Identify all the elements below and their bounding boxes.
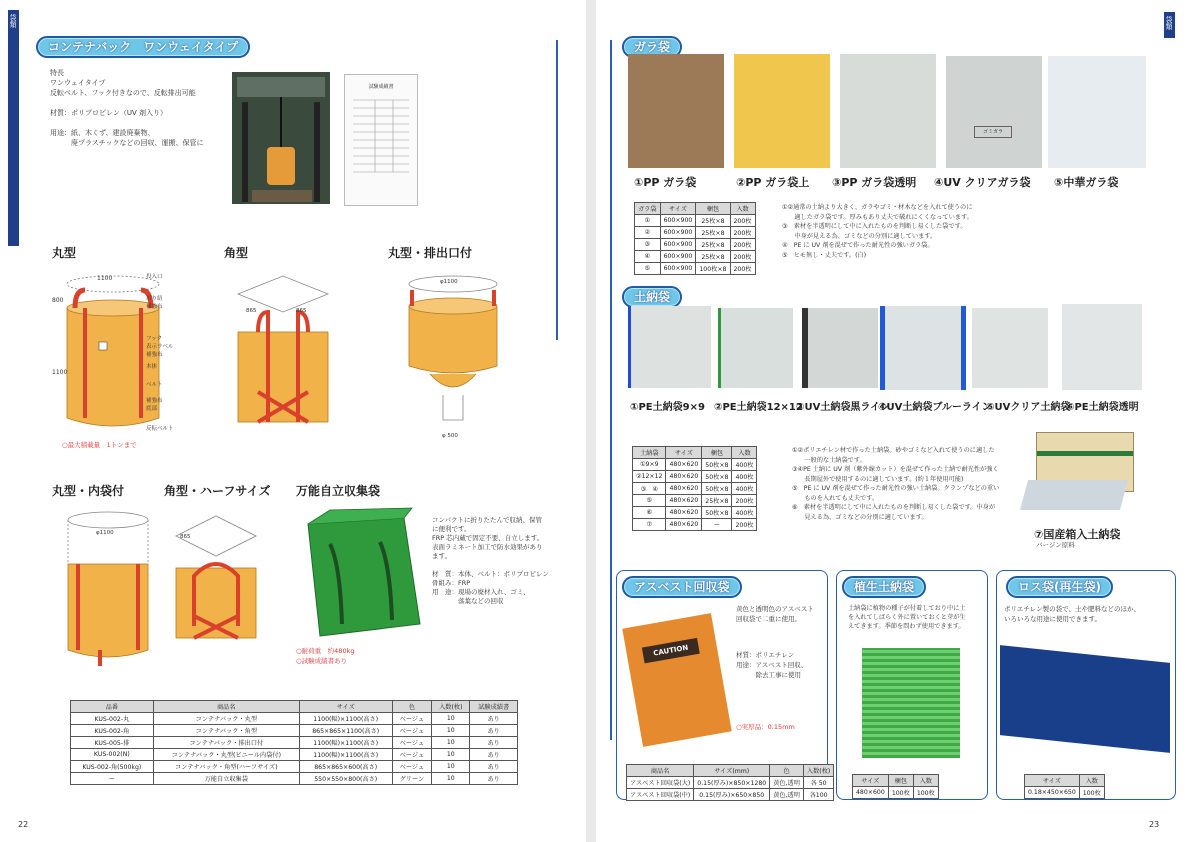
table-cell: 100枚 bbox=[888, 787, 913, 799]
table-cell: 10 bbox=[432, 725, 470, 737]
table-cell: 100枚 bbox=[913, 787, 938, 799]
table-row bbox=[635, 227, 756, 239]
table-cell: 0.15(厚み)×650×850 bbox=[694, 789, 770, 801]
table-cell: 10 bbox=[432, 713, 470, 725]
table-row bbox=[635, 263, 756, 275]
table-cell: ② bbox=[635, 227, 661, 239]
table-header-cell: サイズ bbox=[666, 447, 702, 459]
table-cell: 480×620 bbox=[666, 495, 702, 507]
side-tab: 袋類 bbox=[8, 10, 19, 246]
square-bag-diagram bbox=[228, 272, 338, 437]
part-sling: 吊り紐 bbox=[146, 296, 163, 302]
table-header-cell: 土納袋 bbox=[633, 447, 666, 459]
table-cell: 600×900 bbox=[660, 239, 696, 251]
donou-table bbox=[632, 446, 757, 531]
donou-caption-6: ⑥PE土納袋透明 bbox=[1066, 402, 1139, 413]
table-cell: グリーン bbox=[392, 773, 432, 785]
table-cell: KUS-002(N) bbox=[71, 749, 154, 761]
certificate-lines bbox=[345, 90, 417, 200]
table-cell: 865×865×600(高さ) bbox=[299, 761, 392, 773]
divider-line bbox=[556, 40, 558, 340]
gara-bag-5 bbox=[1048, 56, 1146, 168]
table-header-cell: サイズ bbox=[853, 775, 889, 787]
donou-bag-6 bbox=[1062, 304, 1142, 390]
round-bag-diagram bbox=[55, 268, 205, 438]
table-cell: ベージュ bbox=[392, 737, 432, 749]
table-cell: 50枚×8 bbox=[702, 459, 732, 471]
table-cell: 480×600 bbox=[853, 787, 889, 799]
gara-logo: ゴミガラ bbox=[974, 126, 1012, 138]
table-cell: 10 bbox=[432, 773, 470, 785]
green-selfstand-bag bbox=[300, 504, 428, 644]
donou-bag-1 bbox=[628, 306, 711, 388]
part-reverse-belt: 反転ベルト bbox=[146, 426, 174, 432]
gara-caption-3: ③PP ガラ袋透明 bbox=[832, 176, 917, 189]
page-number: 22 bbox=[18, 820, 29, 829]
table-cell: ④ bbox=[635, 251, 661, 263]
part-reinforce-3: 補強布 bbox=[146, 398, 163, 404]
asbestos-table bbox=[626, 764, 834, 801]
side-tab: 袋類 bbox=[1164, 12, 1175, 38]
table-header-cell: 商品名 bbox=[627, 765, 694, 777]
table-cell: 400枚 bbox=[732, 471, 757, 483]
donou-caption-7: ⑦国産箱入土納袋 bbox=[1034, 528, 1121, 541]
table-cell: ベージュ bbox=[392, 761, 432, 773]
table-cell: ⑦ bbox=[633, 519, 666, 531]
table-header-cell: 試験成績書 bbox=[470, 701, 518, 713]
gara-caption-5: ⑤中華ガラ袋 bbox=[1054, 176, 1119, 189]
donou-bag-3 bbox=[802, 308, 878, 388]
table-row bbox=[635, 239, 756, 251]
table-cell: 480×620 bbox=[666, 471, 702, 483]
max-load-note: ○最大積載量 1トンまで bbox=[62, 441, 137, 449]
donou-caption-3: ③UV土納袋黒ライン bbox=[796, 402, 891, 413]
part-body: 本体 bbox=[146, 364, 158, 370]
table-cell: 200枚 bbox=[732, 519, 757, 531]
table-row bbox=[633, 471, 757, 483]
table-cell: 200枚 bbox=[730, 251, 755, 263]
table-cell: アスベスト回収袋(大) bbox=[627, 777, 694, 789]
loss-desc: ポリエチレン製の袋で、土や肥料などのほか、 いろいろな用途に使用できます。 bbox=[1004, 605, 1140, 623]
table-cell: 1100(幅)×1100(高さ) bbox=[299, 749, 392, 761]
shokusei-desc: 土納袋に植物の種子が付着しており中に土 を入れてしばらく外に置いておくと芽が生 えてきます。季節を問わず使用できます。 bbox=[848, 605, 966, 630]
table-row bbox=[633, 507, 757, 519]
asbestos-thickness: ○実厚品：0.15mm bbox=[736, 723, 795, 731]
table-cell: 黄色,透明 bbox=[770, 789, 804, 801]
table-cell: あり bbox=[470, 725, 518, 737]
table-row bbox=[71, 737, 518, 749]
table-cell: 550×550×800(高さ) bbox=[299, 773, 392, 785]
caution-label: CAUTION bbox=[642, 638, 700, 663]
table-cell: 600×900 bbox=[660, 227, 696, 239]
table-cell: 0.15(厚み)×850×1280 bbox=[694, 777, 770, 789]
table-cell: 200枚 bbox=[730, 215, 755, 227]
table-cell: あり bbox=[470, 761, 518, 773]
table-cell: 480×620 bbox=[666, 519, 702, 531]
table-header-cell: 入数(枚) bbox=[432, 701, 470, 713]
dim-height: 1100 bbox=[52, 369, 68, 376]
table-cell: ②12×12 bbox=[633, 471, 666, 483]
table-row bbox=[627, 789, 834, 801]
part-reinforce-2: 補強布 bbox=[146, 352, 163, 358]
dim-liner: φ1100 bbox=[96, 530, 114, 536]
table-cell: ⑤ bbox=[633, 495, 666, 507]
part-inlet: 投入口 bbox=[146, 274, 163, 280]
half-square-diagram bbox=[170, 506, 262, 646]
table-header-cell: 入数(枚) bbox=[803, 765, 833, 777]
type-square: 角型 bbox=[224, 246, 249, 260]
gara-bag-3 bbox=[840, 54, 936, 168]
table-cell: 1100(幅)×1100(高さ) bbox=[299, 713, 392, 725]
type-selfstand: 万能自立収集袋 bbox=[296, 484, 381, 498]
table-row bbox=[633, 483, 757, 495]
table-row bbox=[71, 773, 518, 785]
table-cell: 400枚 bbox=[732, 483, 757, 495]
table-cell: 50枚×8 bbox=[702, 507, 732, 519]
table-cell: ベージュ bbox=[392, 749, 432, 761]
dim-top: 800 bbox=[52, 297, 64, 304]
table-header-cell: 色 bbox=[770, 765, 804, 777]
donou-title: 土納袋 bbox=[622, 286, 682, 308]
left-page bbox=[0, 0, 586, 842]
asbestos-desc: 黄色と透明色のアスベスト 回収袋で二重に使用。 bbox=[736, 605, 814, 623]
table-cell: 600×900 bbox=[660, 251, 696, 263]
dim-outlet-top: φ1100 bbox=[440, 279, 458, 285]
table-cell: 1100(幅)×1100(高さ) bbox=[299, 737, 392, 749]
gara-title: ガラ袋 bbox=[622, 36, 682, 58]
right-page bbox=[596, 0, 1191, 842]
table-cell: 100枚 bbox=[1079, 787, 1104, 799]
table-cell: 400枚 bbox=[732, 459, 757, 471]
table-cell: 25枚×8 bbox=[696, 239, 730, 251]
type-round: 丸型 bbox=[52, 246, 77, 260]
table-header-cell: 梱包 bbox=[702, 447, 732, 459]
table-header-cell: 入数 bbox=[730, 203, 755, 215]
container-bag-table bbox=[70, 700, 518, 785]
table-header-cell: ガラ袋 bbox=[635, 203, 661, 215]
shokusei-title: 植生土納袋 bbox=[842, 576, 926, 598]
table-cell: ③ bbox=[635, 239, 661, 251]
table-header-cell: 梱包 bbox=[696, 203, 730, 215]
table-cell: ③ ④ bbox=[633, 483, 666, 495]
donou-bag-7 bbox=[1020, 480, 1128, 510]
donou-caption-1: ①PE土納袋9×9 bbox=[630, 402, 705, 413]
table-cell: 600×900 bbox=[660, 263, 696, 275]
table-row bbox=[71, 725, 518, 737]
table-header-cell: 色 bbox=[392, 701, 432, 713]
gara-bag-4 bbox=[946, 56, 1042, 168]
table-cell: 0.18×450×650 bbox=[1025, 787, 1080, 799]
table-cell: 10 bbox=[432, 749, 470, 761]
table-cell: KUS-002-角(500kg) bbox=[71, 761, 154, 773]
table-header bbox=[71, 701, 518, 713]
table-cell: KUS-005-排 bbox=[71, 737, 154, 749]
table-cell: 各 50 bbox=[803, 777, 833, 789]
table-cell: 黄色,透明 bbox=[770, 777, 804, 789]
part-belt: ベルト bbox=[146, 382, 163, 388]
table-cell: 25枚×8 bbox=[696, 227, 730, 239]
table-cell: 10 bbox=[432, 737, 470, 749]
table-cell: 600×900 bbox=[660, 215, 696, 227]
table-header-cell: 入数 bbox=[913, 775, 938, 787]
table-cell: 25枚×8 bbox=[696, 215, 730, 227]
gara-caption-1: ①PP ガラ袋 bbox=[634, 176, 697, 189]
table-cell: 100枚×8 bbox=[696, 263, 730, 275]
type-round-liner: 丸型・内袋付 bbox=[52, 484, 125, 498]
table-cell: あり bbox=[470, 737, 518, 749]
loss-table bbox=[1024, 774, 1105, 799]
donou-bag-4 bbox=[880, 306, 966, 390]
selfstand-desc: コンパクトに折りたたんで収納、保管 に便利です。 FRP 芯内蔵で固定不要、自立します。 表面ラミネート加工で防水効果があり ます。 材 質：本体、ベルト：ポリプロピレン 骨組み：FRP 用 途：現場の廃材入れ、ゴミ、 落葉などの回収 bbox=[432, 516, 549, 605]
shokusei-bag bbox=[862, 648, 960, 758]
gara-desc: ①②通常の土納より大きく、ガラやゴミ・材木などを入れて使うのに 適したガラ袋です。厚みもあり丈夫で破れにくくなっています。 ③ 素材を半透明にして中に入れたものを判断し易くした袋です。 中身が見える為、ゴミなどの分別に適しています。 ④ PE に UV 剤を混ぜて作った耐光性の強いガラ袋。 ⑤ ヒモ無し・丈夫です。(白) bbox=[782, 204, 973, 259]
table-cell: コンテナバック・丸型 bbox=[153, 713, 299, 725]
table-cell: あり bbox=[470, 773, 518, 785]
part-reinforce-1: 補強布 bbox=[146, 304, 163, 310]
table-cell: アスベスト回収袋(中) bbox=[627, 789, 694, 801]
table-row bbox=[71, 713, 518, 725]
loss-bag bbox=[1000, 645, 1170, 753]
table-header-cell: 入数 bbox=[732, 447, 757, 459]
selfstand-notes: ○耐荷重 約480kg ○試験成績書あり bbox=[296, 647, 355, 665]
table-cell: 865×865×1100(高さ) bbox=[299, 725, 392, 737]
table-row bbox=[627, 777, 834, 789]
table-header-cell: 品番 bbox=[71, 701, 154, 713]
table-cell: ⑤ bbox=[635, 263, 661, 275]
test-certificate: 試験成績書 bbox=[344, 74, 418, 206]
table-cell: KUS-002-丸 bbox=[71, 713, 154, 725]
crane-photo bbox=[232, 72, 330, 204]
table-row bbox=[71, 761, 518, 773]
asbestos-title: アスベスト回収袋 bbox=[622, 576, 742, 598]
donou-caption-5: ⑤UVクリア土納袋 bbox=[986, 402, 1071, 413]
table-header-cell: 梱包 bbox=[888, 775, 913, 787]
dim-sq-b: 865 bbox=[296, 308, 307, 314]
gara-bag-2 bbox=[734, 54, 830, 168]
table-cell: KUS-002-角 bbox=[71, 725, 154, 737]
part-hook: フック bbox=[146, 336, 163, 342]
table-cell: ー bbox=[702, 519, 732, 531]
dim-half: 865 bbox=[180, 534, 191, 540]
table-cell: 200枚 bbox=[730, 227, 755, 239]
table-cell: ベージュ bbox=[392, 713, 432, 725]
donou-bag-5 bbox=[972, 308, 1048, 388]
type-round-outlet: 丸型・排出口付 bbox=[388, 246, 473, 260]
table-cell: コンテナバック・排出口付 bbox=[153, 737, 299, 749]
shokusei-table bbox=[852, 774, 939, 799]
table-cell: あり bbox=[470, 713, 518, 725]
donou-bag-2 bbox=[718, 308, 793, 388]
table-row bbox=[633, 519, 757, 531]
table-cell: コンテナバック・角型(ハーフサイズ) bbox=[153, 761, 299, 773]
liner-bag-diagram bbox=[58, 500, 158, 670]
section-title: コンテナバック ワンウェイタイプ bbox=[36, 36, 250, 58]
table-header-cell: 入数 bbox=[1079, 775, 1104, 787]
table-cell: 200枚 bbox=[732, 495, 757, 507]
gara-bag-1 bbox=[628, 54, 724, 168]
table-cell: 万能自立収集袋 bbox=[153, 773, 299, 785]
table-cell: 50枚×8 bbox=[702, 471, 732, 483]
table-cell: 10 bbox=[432, 761, 470, 773]
table-header-cell: 商品名 bbox=[153, 701, 299, 713]
table-row bbox=[633, 495, 757, 507]
table-header-cell: サイズ(mm) bbox=[694, 765, 770, 777]
table-row bbox=[71, 749, 518, 761]
table-cell: コンテナバック・丸型(ビニール内袋付) bbox=[153, 749, 299, 761]
loss-title: ロス袋(再生袋) bbox=[1006, 576, 1113, 598]
table-cell: 25枚×8 bbox=[696, 251, 730, 263]
gara-caption-4: ④UV クリアガラ袋 bbox=[934, 176, 1031, 189]
part-bottom: 底部 bbox=[146, 406, 158, 412]
table-cell: 200枚 bbox=[730, 263, 755, 275]
table-header-cell: サイズ bbox=[299, 701, 392, 713]
table-cell: 各100 bbox=[803, 789, 833, 801]
table-cell: 480×620 bbox=[666, 507, 702, 519]
table-cell: 480×620 bbox=[666, 459, 702, 471]
table-cell: ①9×9 bbox=[633, 459, 666, 471]
donou-desc: ①②ポリエチレン材で作った土納袋。砂やゴミなど入れて使うのに適した 一般的な土納袋です。 ③④PE 土納に UV 剤（紫外線カット）を混ぜて作った土納で耐光性が強く 長期屋外で使用するのに適しています。(約１年使用可能) ⑤ PE に UV 剤を混ぜて作った耐光性の強い土納袋。クランプなどの重い ものを入れても丈夫です。 ⑥ 素材を半透明にして中に入れたものを判断し易くした袋です。中身が 見える為、ゴミなどの分別に適しています。 bbox=[792, 447, 1000, 521]
table-row bbox=[633, 459, 757, 471]
table-cell: コンテナバック・角型 bbox=[153, 725, 299, 737]
table-header-cell: サイズ bbox=[660, 203, 696, 215]
table-cell: 400枚 bbox=[732, 507, 757, 519]
table-cell: ⑥ bbox=[633, 507, 666, 519]
part-label: 表示ラベル bbox=[146, 344, 174, 350]
gara-caption-2: ②PP ガラ袋上 bbox=[736, 176, 810, 189]
table-cell: 480×620 bbox=[666, 483, 702, 495]
page-number: 23 bbox=[1149, 820, 1160, 829]
asbestos-material: 材質：ポリエチレン 用途：アスベスト回収、 除去工事に使用 bbox=[736, 651, 808, 679]
table-cell: ー bbox=[71, 773, 154, 785]
dim-outlet-bottom: φ 500 bbox=[442, 433, 458, 439]
divider-line bbox=[610, 40, 612, 740]
gara-table bbox=[634, 202, 756, 275]
table-cell: あり bbox=[470, 749, 518, 761]
donou-caption-7-sub: バージン原料 bbox=[1036, 541, 1075, 549]
outlet-bag-diagram bbox=[398, 270, 508, 440]
table-cell: ① bbox=[635, 215, 661, 227]
table-header-cell: サイズ bbox=[1025, 775, 1080, 787]
features-text: 特長 ワンウェイタイプ 反転ベルト、フック付きなので、反転排出可能 材質：ポリプロピレン（UV 剤入り） 用途：紙、木くず、建設廃棄物、 廃プラスチックなどの回収、運搬、保管に bbox=[50, 69, 204, 147]
donou-caption-4: ④UV土納袋ブルーライン bbox=[878, 402, 992, 413]
table-cell: 200枚 bbox=[730, 239, 755, 251]
table-cell: ベージュ bbox=[392, 725, 432, 737]
donou-caption-2: ②PE土納袋12×12 bbox=[714, 402, 803, 413]
table-cell: 50枚×8 bbox=[702, 483, 732, 495]
dim-sq-a: 865 bbox=[246, 308, 257, 314]
dim-width: 1100 bbox=[97, 275, 113, 282]
table-row bbox=[635, 251, 756, 263]
type-square-half: 角型・ハーフサイズ bbox=[164, 484, 271, 498]
table-row bbox=[635, 215, 756, 227]
table-cell: 25枚×8 bbox=[702, 495, 732, 507]
